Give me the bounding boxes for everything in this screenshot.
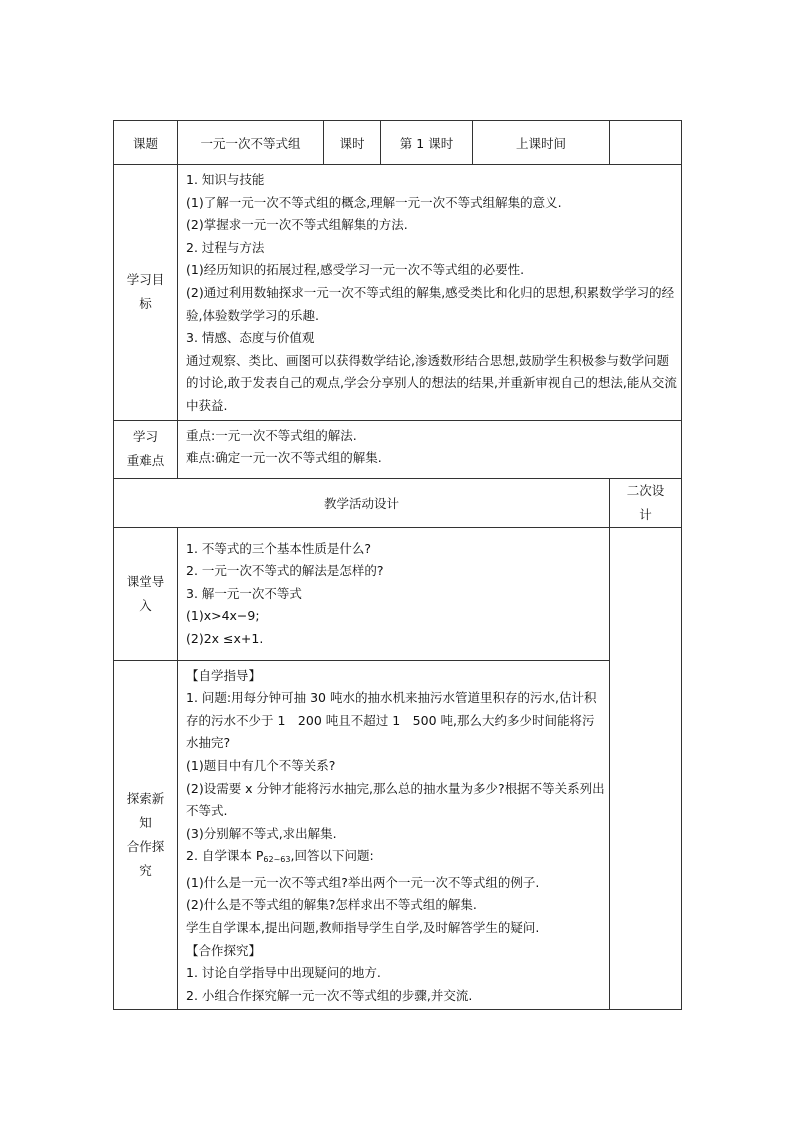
objectives-line: 2. 过程与方法 xyxy=(186,239,265,255)
question-1c: (3)分别解不等式,求出解集. xyxy=(186,825,337,841)
objectives-label-line2: 标 xyxy=(139,296,152,312)
explore-content xyxy=(178,660,610,1010)
key-points-content xyxy=(178,420,682,478)
intro-line: (2)2x ≤x+1. xyxy=(186,630,264,646)
coop-heading: 【合作探究】 xyxy=(186,942,262,958)
key-points-label-line2: 重难点 xyxy=(126,453,165,469)
class-time-value xyxy=(610,121,682,165)
study-note: 学生自学课本,提出问题,教师指导学生自学,及时解答学生的疑问. xyxy=(186,920,540,936)
objectives-line: (1)经历知识的拓展过程,感受学习一元一次不等式组的必要性. xyxy=(186,262,525,278)
activity-header-row xyxy=(114,478,682,527)
coop-item-2: 2. 小组合作探究解一元一次不等式组的步骤,并交流. xyxy=(186,987,473,1003)
self-study-heading: 【自学指导】 xyxy=(186,667,262,683)
topic-label: 课题 xyxy=(114,121,178,165)
key-points-label xyxy=(114,420,178,478)
objectives-label-line1: 学习目 xyxy=(126,272,165,288)
second-design-label: 二次设 计 xyxy=(610,478,682,527)
key-points-label-line1: 学习 xyxy=(132,429,158,445)
coop-item-1: 1. 讨论自学指导中出现疑问的地方. xyxy=(186,965,381,981)
explore-label: 探索新 知 合作探 究 xyxy=(114,660,178,1010)
intro-line: 2. 一元一次不等式的解法是怎样的? xyxy=(186,563,384,579)
key-point: 重点:一元一次不等式组的解法. xyxy=(186,427,357,443)
objectives-line: 1. 知识与技能 xyxy=(186,172,265,187)
objectives-line: 通过观察、类比、画图可以获得数学结论,渗透数形结合思想,鼓励学生积极参与数学问题的讨论,敢于发表自己的观点,学会分享别人的想法的结果,并重新审视自己的想法,能从交流中获益. xyxy=(186,352,677,413)
question-1a: (1)题目中有几个不等关系? xyxy=(186,757,336,773)
intro-label: 课堂导 入 xyxy=(114,527,178,660)
objectives-line: (2)掌握求一元一次不等式组解集的方法. xyxy=(186,217,408,233)
question-1: 1. 问题:用每分钟可抽 30 吨水的抽水机来抽污水管道里积存的污水,估计积存的污水不少于 1 200 吨且不超过 1 500 吨,那么大约多少时间能将污水抽完? xyxy=(186,690,597,751)
question-2a: (1)什么是一元一次不等式组?举出两个一元一次不等式组的例子. xyxy=(186,874,540,890)
objectives-row xyxy=(114,165,682,421)
activity-design-label: 教学活动设计 xyxy=(114,478,610,527)
hours-label: 课时 xyxy=(324,121,381,165)
hours-value: 第 1 课时 xyxy=(381,121,473,165)
class-time-label: 上课时间 xyxy=(473,121,610,165)
intro-line: (1)x>4x−9; xyxy=(186,608,260,624)
key-points-row xyxy=(114,420,682,478)
header-row xyxy=(114,121,682,165)
objectives-line: (2)通过利用数轴探求一元一次不等式组的解集,感受类比和化归的思想,积累数学学习的经验,体验数学学习的乐趣. xyxy=(186,284,675,323)
second-design-cell xyxy=(610,527,682,1010)
objectives-line: 3. 情感、态度与价值观 xyxy=(186,330,315,346)
intro-content xyxy=(178,527,610,660)
intro-line: 3. 解一元一次不等式 xyxy=(186,585,302,601)
question-2b: (2)什么是不等式组的解集?怎样求出不等式组的解集. xyxy=(186,897,477,913)
question-1b: (2)设需要 x 分钟才能将污水抽完,那么总的抽水量为多少?根据不等关系列出不等式. xyxy=(186,780,605,819)
difficulty-point: 难点:确定一元一次不等式组的解集. xyxy=(186,450,382,466)
objectives-content xyxy=(178,165,682,421)
objectives-line: (1)了解一元一次不等式组的概念,理解一元一次不等式组解集的意义. xyxy=(186,194,562,210)
explore-row xyxy=(114,660,682,1010)
intro-line: 1. 不等式的三个基本性质是什么? xyxy=(186,540,372,556)
lesson-plan-table xyxy=(113,120,682,1010)
objectives-label xyxy=(114,165,178,421)
question-2: 2. 自学课本 P62~63,回答以下问题: xyxy=(186,848,374,865)
intro-row xyxy=(114,527,682,660)
topic-value: 一元一次不等式组 xyxy=(178,121,324,165)
